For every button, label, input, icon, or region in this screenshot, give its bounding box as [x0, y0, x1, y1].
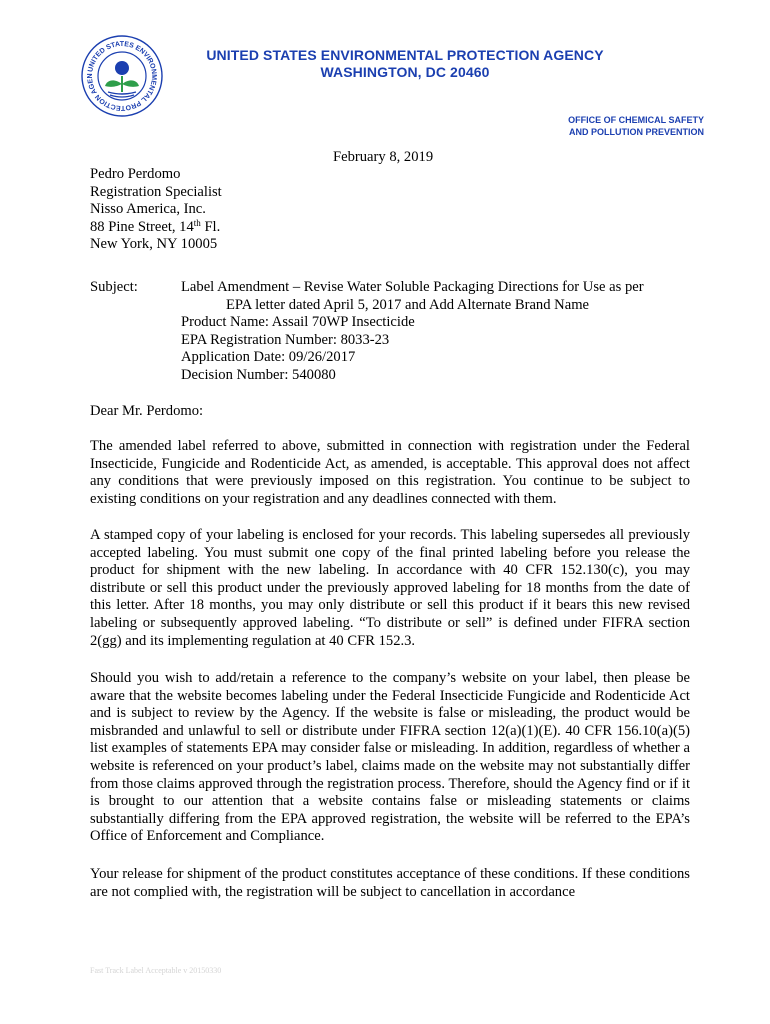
recipient-street: 88 Pine Street, 14th Fl.: [90, 217, 221, 235]
product-name: Product Name: Assail 70WP Insecticide: [181, 314, 415, 331]
subject-label: Subject:: [90, 279, 138, 295]
body-paragraph-website: Should you wish to add/retain a reference to the company’s website on your label, then please be aware that the website becomes labeling under the Federal Insecticide Fungicide and Rodenticide Act and is subject to review by the Agency. If the website is false or misleading, the product would be misbranded and unlawful to sell or distribute under FIFRA section 12(a)(1)(E). 40 CFR 156.10(a)(5) list examples of statements EPA may consider false or misleading. In addition, regardless of whether a website is referenced on your product’s label, claims made on the website may not substantially differ from those claims approved through the registration process. Therefore, should the Agency find or if it is brought to our attention that a website contains false or misleading statements or claims substantially differing from the EPA approved registration, the website will be referred to the EPA’s Office of Enforcement and Compliance.: [90, 670, 690, 845]
agency-address: WASHINGTON, DC 20460: [320, 64, 490, 80]
subject-line-continued: EPA letter dated April 5, 2017 and Add Alternate Brand Name: [226, 296, 590, 313]
recipient-address: [90, 166, 222, 254]
subject-block: [181, 279, 681, 385]
application-date: Application Date: 09/26/2017: [181, 349, 356, 366]
salutation: Dear Mr. Perdomo:: [90, 403, 204, 419]
letter-date: February 8, 2019: [333, 149, 434, 165]
agency-name: UNITED STATES ENVIRONMENTAL PROTECTION AGENCY: [206, 47, 604, 63]
footer-watermark: Fast Track Label Acceptable v 20150330: [90, 966, 222, 975]
epa-seal-logo: [80, 34, 164, 118]
recipient-title: Registration Specialist: [90, 183, 222, 200]
office-name-line1: OFFICE OF CHEMICAL SAFETY: [568, 115, 704, 125]
office-name-line2: AND POLLUTION PREVENTION: [568, 127, 704, 137]
subject-line: Label Amendment – Revise Water Soluble Packaging Directions for Use as per: [181, 279, 644, 295]
body-paragraph-approval: The amended label referred to above, submitted in connection with registration under the Federal Insecticide, Fungicide and Rodenticide Act, as amended, is acceptable. This approval does not affect any conditions that were previously imposed on this registration. You continue to be subject to existing conditions on your registration and any deadlines connected with them.: [90, 438, 690, 507]
recipient-company: Nisso America, Inc.: [90, 201, 206, 218]
body-paragraph-release: Your release for shipment of the product constitutes acceptance of these conditions. If these conditions are not complied with, the registration will be subject to cancellation in accordance: [90, 866, 690, 900]
recipient-name: Pedro Perdomo: [90, 166, 181, 182]
body-paragraph-labeling: A stamped copy of your labeling is enclosed for your records. This labeling supersedes all previously accepted labeling. You must submit one copy of the final printed labeling before you release the product for shipment with the new labeling. In accordance with 40 CFR 152.130(c), you may distribute or sell this product under the previously approved labeling for 18 months from the date of this letter. After 18 months, you may only distribute or sell this product if it bears this new revised labeling or subsequently approved labeling. “To distribute or sell” is defined under FIFRA section 2(gg) and its implementing regulation at 40 CFR 152.3.: [90, 527, 690, 649]
seal-text: UNITED STATES ENVIRONMENTAL PROTECTION AGEN: [86, 40, 158, 112]
recipient-city: New York, NY 10005: [90, 236, 218, 253]
decision-number: Decision Number: 540080: [181, 366, 336, 383]
registration-number: EPA Registration Number: 8033-23: [181, 331, 390, 348]
